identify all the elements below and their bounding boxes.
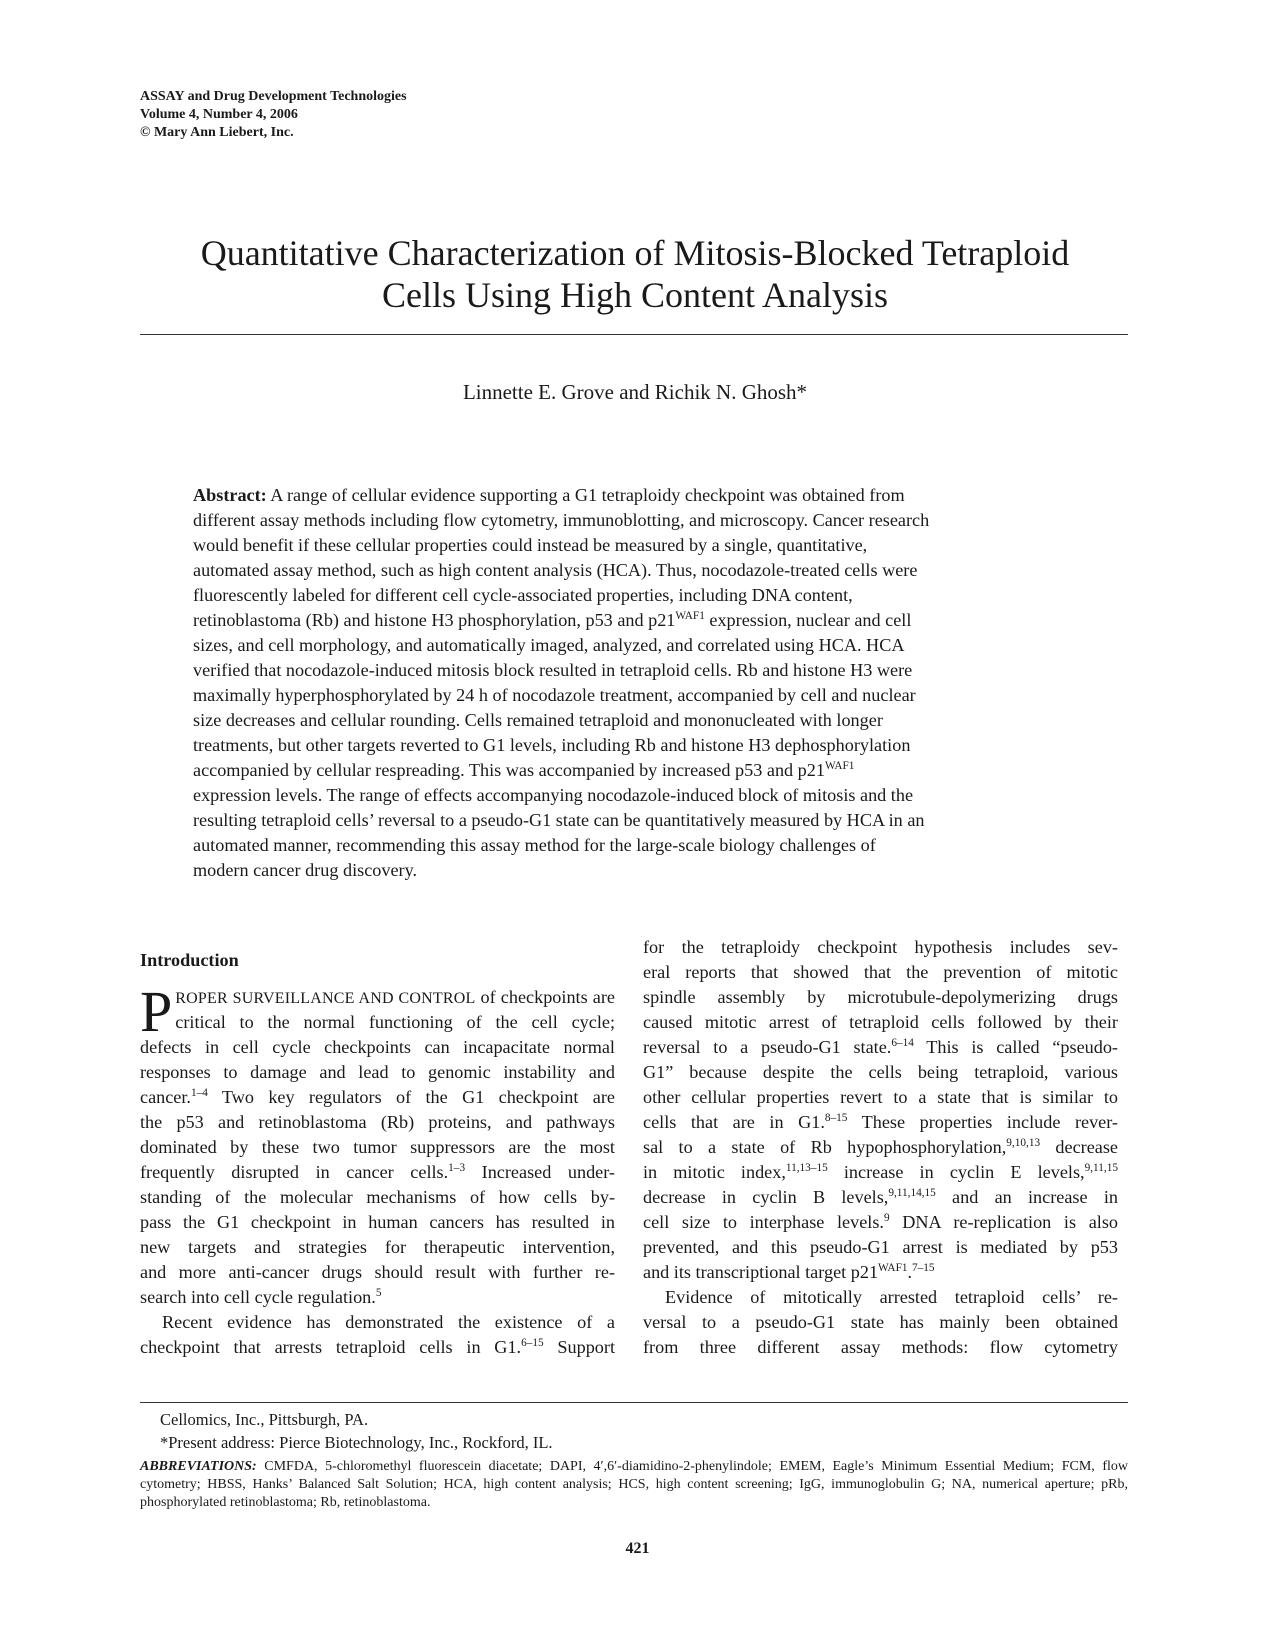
body-line: prevented, and this pseudo-G1 arrest is mediated by p53 xyxy=(643,1237,1118,1257)
journal-header xyxy=(140,88,407,142)
abstract-line: fluorescently labeled for different cell cycle-associated properties, including DNA content, xyxy=(193,585,853,605)
drop-cap: P xyxy=(140,979,173,1044)
affiliation: Cellomics, Inc., Pittsburgh, PA. xyxy=(160,1410,369,1429)
abstract xyxy=(193,483,1078,883)
citation: 6–14 xyxy=(891,1037,914,1050)
body-text: in mitotic index, xyxy=(643,1162,786,1182)
body-line: pass the G1 checkpoint in human cancers has resulted in xyxy=(140,1212,615,1232)
smallcaps-text: ROPER SURVEILLANCE AND CONTROL xyxy=(175,990,476,1007)
body-line xyxy=(643,1260,1118,1285)
body-line xyxy=(140,1285,615,1310)
body-text: and its transcriptional target p21 xyxy=(643,1262,879,1282)
abstract-line: sizes, and cell morphology, and automatically imaged, analyzed, and correlated using HCA. HCA xyxy=(193,635,905,655)
body-line: versal to a pseudo-G1 state has mainly been obtained xyxy=(643,1312,1118,1332)
body-text: sal to a state of Rb hypophosphorylation, xyxy=(643,1137,1007,1157)
body-text: increase in cyclin E levels, xyxy=(827,1162,1085,1182)
body-line: dominated by these two tumor suppressors are the most xyxy=(140,1137,615,1157)
abbreviations-label: ABBREVIATIONS: xyxy=(140,1459,257,1474)
abstract-label: Abstract: xyxy=(193,485,267,505)
abstract-text: accompanied by cellular respreading. This was accompanied by increased p53 and p21 xyxy=(193,760,825,780)
abstract-line xyxy=(193,758,1078,783)
body-line: and more anti-cancer drugs should result with further re- xyxy=(140,1262,615,1282)
body-line xyxy=(643,1160,1118,1185)
body-text: decrease in cyclin B levels, xyxy=(643,1187,889,1207)
abbreviations xyxy=(140,1458,1128,1512)
body-text: cell size to interphase levels. xyxy=(643,1212,884,1232)
body-text: checkpoint that arrests tetraploid cells in G1. xyxy=(140,1337,522,1357)
body-text: . xyxy=(907,1262,913,1282)
body-line xyxy=(140,1160,615,1185)
body-line: for the tetraploidy checkpoint hypothesis includes sev- xyxy=(643,937,1118,957)
article-title xyxy=(140,232,1130,316)
body-text: decrease xyxy=(1040,1137,1118,1157)
first-paragraph xyxy=(140,979,615,1310)
body-line: caused mitotic arrest of tetraploid cells followed by their xyxy=(643,1012,1118,1032)
body-text: cells that are in G1. xyxy=(643,1112,825,1132)
abstract-line: verified that nocodazole-induced mitosis block resulted in tetraploid cells. Rb and histone H3 were xyxy=(193,660,913,680)
body-line: critical to the normal functioning of the cell cycle; xyxy=(175,1012,615,1032)
abstract-line xyxy=(193,608,1078,633)
body-line: Evidence of mitotically arrested tetraploid cells’ re- xyxy=(665,1287,1118,1307)
body-text: search into cell cycle regulation. xyxy=(140,1287,376,1307)
citation: 8–15 xyxy=(824,1112,848,1125)
body-line xyxy=(140,1085,615,1110)
body-text: of checkpoints are xyxy=(475,987,615,1007)
body-line: Recent evidence has demonstrated the existence of a xyxy=(162,1312,615,1332)
body-line: defects in cell cycle checkpoints can incapacitate normal xyxy=(140,1037,615,1057)
abstract-text: expression, nuclear and cell xyxy=(704,610,912,630)
body-line xyxy=(643,1035,1118,1060)
footnote-divider xyxy=(140,1402,1128,1403)
abstract-line: size decreases and cellular rounding. Cells remained tetraploid and mononucleated with longer xyxy=(193,710,883,730)
title-line-1: Quantitative Characterization of Mitosis-Blocked Tetraploid xyxy=(200,233,1070,273)
second-paragraph xyxy=(140,1310,615,1360)
abstract-line: automated manner, recommending this assay method for the large-scale biology challenges of xyxy=(193,835,876,855)
right-column xyxy=(643,935,1118,1360)
abstract-line: would benefit if these cellular properties could instead be measured by a single, quantitative, xyxy=(193,535,868,555)
journal-copyright: © Mary Ann Liebert, Inc. xyxy=(140,125,294,140)
citation: 9 xyxy=(883,1212,890,1225)
body-text: This is called “pseudo- xyxy=(913,1037,1118,1057)
abstract-line: automated assay method, such as high content analysis (HCA). Thus, nocodazole-treated cells were xyxy=(193,560,918,580)
present-address: *Present address: Pierce Biotechnology, Inc., Rockford, IL. xyxy=(160,1433,553,1452)
body-line: new targets and strategies for therapeutic intervention, xyxy=(140,1237,615,1257)
citation: 7–15 xyxy=(912,1262,935,1275)
body-line: the p53 and retinoblastoma (Rb) proteins, and pathways xyxy=(140,1112,615,1132)
abbreviations-text: CMFDA, 5-chloromethyl fluorescein diacetate; DAPI, 4′,6′-diamidino-2-phenylindole; EMEM, Eagle’s Minimum Essential Medium; FCM, flow cytometry; HBSS, Hanks’ Balanced Salt Solution; HCA, high content analysis; HCS, high content screening; IgG, immunoglobulin G; NA, numerical aperture; pRb, phosphorylated retinoblastoma; Rb, retinoblastoma. xyxy=(140,1459,1128,1510)
body-line: standing of the molecular mechanisms of how cells by- xyxy=(140,1187,615,1207)
body-line: spindle assembly by microtubule-depolymerizing drugs xyxy=(643,987,1118,1007)
footnotes xyxy=(160,1408,553,1454)
citation: 1–4 xyxy=(190,1087,208,1100)
body-text: and an increase in xyxy=(935,1187,1118,1207)
title-divider xyxy=(140,334,1128,335)
superscript: WAF1 xyxy=(675,610,705,623)
body-line: from three different assay methods: flow cytometry xyxy=(643,1337,1118,1357)
citation: 9,11,15 xyxy=(1084,1162,1118,1175)
abstract-line xyxy=(193,483,1078,508)
left-column xyxy=(140,979,615,1360)
body-text: Support xyxy=(543,1337,615,1357)
body-line xyxy=(643,1110,1118,1135)
body-text: These properties include rever- xyxy=(847,1112,1118,1132)
citation: 1–3 xyxy=(448,1162,466,1175)
body-line: G1” because despite the cells being tetraploid, various xyxy=(643,1062,1118,1082)
body-line xyxy=(175,985,615,1010)
abstract-line: maximally hyperphosphorylated by 24 h of nocodazole treatment, accompanied by cell and nuclear xyxy=(193,685,916,705)
body-line xyxy=(643,1185,1118,1210)
abstract-line: different assay methods including flow cytometry, immunoblotting, and microscopy. Cancer research xyxy=(193,510,930,530)
body-text: DNA re-replication is also xyxy=(889,1212,1118,1232)
body-line xyxy=(643,1135,1118,1160)
body-line: other cellular properties revert to a state that is similar to xyxy=(643,1087,1118,1107)
body-line xyxy=(140,1335,615,1360)
author-list: Linnette E. Grove and Richik N. Ghosh* xyxy=(462,380,808,404)
body-text: Two key regulators of the G1 checkpoint are xyxy=(207,1087,615,1107)
journal-name: ASSAY and Drug Development Technologies xyxy=(140,89,407,104)
abstract-line: treatments, but other targets reverted to G1 levels, including Rb and histone H3 dephosphorylation xyxy=(193,735,911,755)
section-heading: Introduction xyxy=(140,950,239,970)
abstract-text: retinoblastoma (Rb) and histone H3 phosphorylation, p53 and p21 xyxy=(193,610,676,630)
title-line-2: Cells Using High Content Analysis xyxy=(381,275,889,315)
abstract-line: modern cancer drug discovery. xyxy=(193,860,418,880)
abstract-text: A range of cellular evidence supporting a G1 tetraploidy checkpoint was obtained from xyxy=(266,485,905,505)
citation: 11,13–15 xyxy=(785,1162,828,1175)
abstract-line: expression levels. The range of effects accompanying nocodazole-induced block of mitosis and the xyxy=(193,785,914,805)
citation: 9,11,14,15 xyxy=(888,1187,936,1200)
citation: 6–15 xyxy=(521,1337,544,1350)
body-line: eral reports that showed that the prevention of mitotic xyxy=(643,962,1118,982)
page-number: 421 xyxy=(625,1540,650,1557)
citation: 5 xyxy=(375,1287,382,1300)
body-text: reversal to a pseudo-G1 state. xyxy=(643,1037,892,1057)
superscript: WAF1 xyxy=(824,760,855,773)
abstract-line: resulting tetraploid cells’ reversal to a pseudo-G1 state can be quantitatively measured by HCA in an xyxy=(193,810,925,830)
journal-volume: Volume 4, Number 4, 2006 xyxy=(140,107,298,122)
body-line: responses to damage and lead to genomic instability and xyxy=(140,1062,615,1082)
body-text: frequently disrupted in cancer cells. xyxy=(140,1162,449,1182)
superscript: WAF1 xyxy=(878,1262,908,1275)
body-text: Increased under- xyxy=(465,1162,615,1182)
body-text: cancer. xyxy=(140,1087,191,1107)
citation: 9,10,13 xyxy=(1006,1137,1041,1150)
body-line xyxy=(643,1210,1118,1235)
